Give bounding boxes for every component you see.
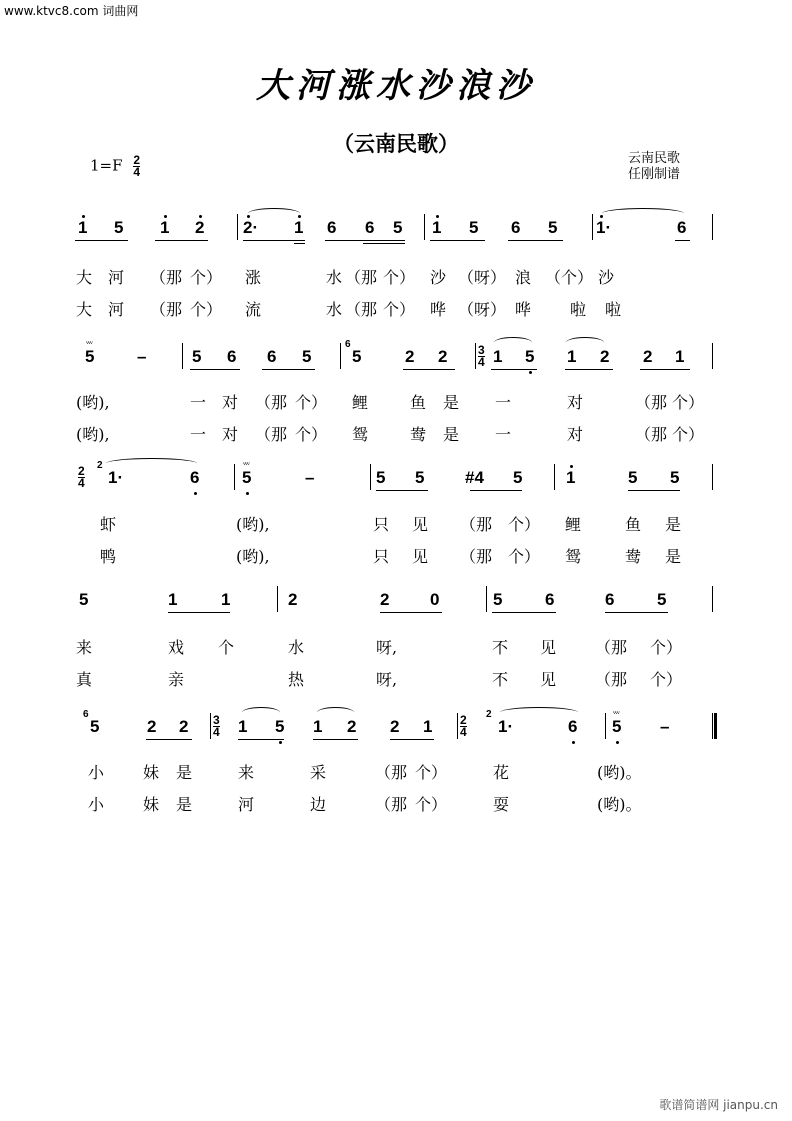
credit-origin: 云南民歌: [628, 151, 681, 166]
lyric-syllable: 呀,: [376, 638, 398, 657]
lyric-syllable: （那: [150, 268, 183, 287]
note: 6: [677, 218, 687, 237]
lyric-syllable: (哟),: [236, 515, 270, 534]
octave-low-dot: [194, 492, 197, 495]
note: 6: [190, 468, 200, 487]
lyric-syllable: 个）: [415, 763, 448, 782]
lyric-syllable: 个）: [415, 795, 448, 814]
lyric-syllable: 见: [412, 547, 429, 566]
barline: [457, 713, 458, 739]
note: 6: [365, 218, 375, 237]
lyric-syllable: 边: [310, 795, 327, 814]
octave-high-dot: [570, 465, 573, 468]
beam-underline: [403, 369, 455, 370]
note: –: [660, 717, 670, 736]
barline: [234, 464, 235, 490]
lyric-syllable: 戏: [168, 638, 185, 657]
lyric-syllable: （那: [375, 795, 408, 814]
lyric-syllable: 妹: [143, 795, 160, 814]
note: 1·: [108, 468, 124, 487]
octave-high-dot: [199, 215, 202, 218]
barline: [712, 713, 713, 739]
octave-high-dot: [164, 215, 167, 218]
note: 2: [600, 347, 610, 366]
lyric-syllable: 鸯: [625, 547, 642, 566]
lyric-syllable: 鲤: [565, 515, 582, 534]
lyric-syllable: 沙: [430, 268, 447, 287]
beam-underline: [380, 612, 442, 613]
grace-note: 6: [83, 709, 89, 720]
time-num: 2: [133, 153, 140, 167]
barline: [182, 343, 183, 369]
slur: [106, 458, 197, 469]
note: 1: [221, 590, 231, 609]
beam-underline: [313, 739, 358, 740]
lyric-syllable: (哟),: [76, 425, 110, 444]
barline: [210, 713, 211, 739]
lyric-syllable: （那: [635, 425, 668, 444]
slur: [566, 337, 604, 348]
note: 1: [566, 468, 576, 487]
lyric-syllable: （那: [375, 763, 408, 782]
note: 5: [513, 468, 523, 487]
note: 1: [160, 218, 170, 237]
lyric-syllable: 热: [288, 670, 305, 689]
barline: [424, 214, 425, 240]
barline: [237, 214, 238, 240]
slur: [602, 208, 684, 219]
lyric-syllable: (哟)。: [597, 795, 642, 814]
beam-underline: [363, 243, 405, 244]
note: 5: [670, 468, 680, 487]
grace-note: 6: [345, 339, 351, 350]
lyric-syllable: （那: [345, 268, 378, 287]
note: 2: [288, 590, 298, 609]
slur: [242, 707, 280, 718]
note: 5: [302, 347, 312, 366]
beam-underline: [492, 612, 556, 613]
footer-watermark: 歌谱简谱网 jianpu.cn: [659, 1098, 778, 1112]
note: 2: [405, 347, 415, 366]
grace-note: 2: [486, 709, 492, 720]
octave-high-dot: [82, 215, 85, 218]
note: 1: [567, 347, 577, 366]
note: 6: [568, 717, 578, 736]
lyric-syllable: 鸳: [565, 547, 582, 566]
lyric-syllable: （那: [255, 393, 288, 412]
note: 5: [85, 347, 95, 366]
note: 2: [195, 218, 205, 237]
lyric-syllable: 是: [443, 425, 460, 444]
time-num: 3: [478, 343, 485, 357]
lyric-syllable: 个）: [190, 300, 223, 319]
note: 2: [147, 717, 157, 736]
final-barline: [714, 713, 717, 739]
lyric-syllable: 一: [495, 393, 512, 412]
beam-underline: [190, 369, 240, 370]
lyric-syllable: 对: [567, 425, 584, 444]
lyric-syllable: 鱼: [625, 515, 642, 534]
beam-underline: [294, 243, 305, 244]
note: 5: [415, 468, 425, 487]
lyric-syllable: 河: [108, 268, 125, 287]
lyric-syllable: 花: [493, 763, 510, 782]
time-signature: [133, 155, 140, 178]
barline: [712, 343, 713, 369]
key-signature: [90, 155, 140, 178]
lyric-syllable: 大: [76, 268, 93, 287]
lyric-syllable: 见: [540, 638, 557, 657]
note: 6: [511, 218, 521, 237]
beam-underline: [605, 612, 668, 613]
beam-underline: [155, 240, 208, 241]
lyric-syllable: 对: [222, 425, 239, 444]
note: 5: [612, 717, 622, 736]
note: 5: [275, 717, 285, 736]
note: 2: [347, 717, 357, 736]
lyric-syllable: 涨: [245, 268, 262, 287]
lyric-syllable: 来: [238, 763, 255, 782]
lyric-syllable: 妹: [143, 763, 160, 782]
beam-underline: [675, 240, 690, 241]
lyric-syllable: 不: [492, 638, 509, 657]
lyric-syllable: 是: [665, 515, 682, 534]
lyric-syllable: 只: [373, 515, 390, 534]
lyric-syllable: 个）: [295, 393, 328, 412]
time-signature-change: [213, 715, 220, 738]
lyric-syllable: 对: [222, 393, 239, 412]
note: 1: [238, 717, 248, 736]
note: 1·: [498, 717, 514, 736]
time-num: 2: [460, 713, 467, 727]
barline: [712, 214, 713, 240]
lyric-syllable: （那: [150, 300, 183, 319]
lyric-syllable: （个）: [545, 268, 594, 287]
lyric-syllable: 水: [288, 638, 305, 657]
lyric-syllable: 河: [238, 795, 255, 814]
lyric-syllable: 个）: [650, 638, 683, 657]
lyric-syllable: 是: [443, 393, 460, 412]
lyric-syllable: 一: [190, 393, 207, 412]
note: 1: [313, 717, 323, 736]
note: 2: [179, 717, 189, 736]
lyric-syllable: 采: [310, 763, 327, 782]
note: 6: [227, 347, 237, 366]
beam-underline: [262, 369, 315, 370]
beam-underline: [390, 739, 434, 740]
note: 1: [423, 717, 433, 736]
note: 5: [242, 468, 252, 487]
lyric-syllable: 个）: [672, 393, 705, 412]
slur: [494, 337, 532, 348]
barline: [554, 464, 555, 490]
slur: [317, 707, 354, 718]
note: 1: [493, 347, 503, 366]
lyric-syllable: 一: [190, 425, 207, 444]
note: 2: [438, 347, 448, 366]
key-label: 1=F: [90, 156, 123, 175]
song-subtitle: （云南民歌）: [333, 132, 459, 156]
note: 5: [114, 218, 124, 237]
beam-underline: [238, 739, 284, 740]
note: 1: [432, 218, 442, 237]
lyric-syllable: 个: [218, 638, 235, 657]
barline: [370, 464, 371, 490]
note: 6: [267, 347, 277, 366]
barline: [475, 343, 476, 369]
note: 0: [430, 590, 440, 609]
beam-underline: [508, 240, 563, 241]
note: 5: [628, 468, 638, 487]
trill-icon: ᵥᵥᵥ: [243, 458, 249, 467]
lyric-syllable: 水: [326, 268, 343, 287]
lyric-syllable: 个）: [383, 268, 416, 287]
octave-low-dot: [616, 741, 619, 744]
barline: [340, 343, 341, 369]
grace-note: 2: [97, 460, 103, 471]
lyric-syllable: 是: [176, 795, 193, 814]
lyric-syllable: 大: [76, 300, 93, 319]
lyric-syllable: （那: [595, 638, 628, 657]
lyric-syllable: （那: [460, 515, 493, 534]
note: 5: [548, 218, 558, 237]
lyric-syllable: （那: [635, 393, 668, 412]
barline: [605, 713, 606, 739]
lyric-syllable: 哗: [430, 300, 447, 319]
note: 5: [525, 347, 535, 366]
lyric-syllable: 只: [373, 547, 390, 566]
time-signature-change: [478, 345, 485, 368]
octave-low-dot: [279, 741, 282, 744]
lyric-syllable: （呀）: [458, 268, 507, 287]
note: 1: [78, 218, 88, 237]
time-signature-change: [460, 715, 467, 738]
lyric-syllable: 真: [76, 670, 93, 689]
lyric-syllable: 见: [540, 670, 557, 689]
lyric-syllable: （呀）: [458, 300, 507, 319]
note: 5: [469, 218, 479, 237]
beam-underline: [376, 490, 428, 491]
octave-low-dot: [572, 741, 575, 744]
note: 6: [605, 590, 615, 609]
slur: [500, 707, 578, 718]
lyric-syllable: 鱼: [410, 393, 427, 412]
lyric-syllable: （那: [255, 425, 288, 444]
octave-low-dot: [529, 371, 532, 374]
lyric-syllable: 来: [76, 638, 93, 657]
note: –: [137, 347, 147, 366]
note: 1: [294, 218, 304, 237]
lyric-syllable: （那: [345, 300, 378, 319]
lyric-syllable: （那: [595, 670, 628, 689]
note: 2: [380, 590, 390, 609]
time-den: 4: [133, 165, 140, 179]
trill-icon: ᵥᵥᵥ: [613, 707, 619, 716]
note: 1·: [596, 218, 612, 237]
lyric-syllable: (哟)。: [597, 763, 642, 782]
beam-underline: [146, 739, 192, 740]
beam-underline: [168, 612, 230, 613]
lyric-syllable: 鸳: [352, 425, 369, 444]
lyric-syllable: 个）: [295, 425, 328, 444]
lyric-syllable: 耍: [493, 795, 510, 814]
lyric-syllable: 啦: [570, 300, 587, 319]
lyric-syllable: 见: [412, 515, 429, 534]
lyric-syllable: 个）: [508, 547, 541, 566]
barline: [277, 586, 278, 612]
lyric-syllable: 个）: [190, 268, 223, 287]
time-den: 4: [478, 355, 485, 369]
note: #4: [465, 468, 484, 487]
lyric-syllable: 亲: [168, 670, 185, 689]
note: 2·: [243, 218, 259, 237]
lyric-syllable: 个）: [650, 670, 683, 689]
lyric-syllable: 是: [176, 763, 193, 782]
octave-high-dot: [436, 215, 439, 218]
lyric-syllable: 呀,: [376, 670, 398, 689]
time-den: 4: [213, 725, 220, 739]
beam-underline: [640, 369, 690, 370]
barline: [486, 586, 487, 612]
credit-arranger: 任刚制谱: [628, 167, 681, 182]
time-signature-change: [78, 466, 85, 489]
beam-underline: [243, 240, 305, 241]
lyric-syllable: 流: [245, 300, 262, 319]
beam-underline: [491, 369, 537, 370]
note: 2: [390, 717, 400, 736]
lyric-syllable: 啦: [605, 300, 622, 319]
lyric-syllable: 小: [88, 763, 105, 782]
barline: [712, 586, 713, 612]
lyric-syllable: 鸯: [410, 425, 427, 444]
lyric-syllable: 鲤: [352, 393, 369, 412]
beam-underline: [565, 369, 613, 370]
time-den: 4: [460, 725, 467, 739]
note: 5: [376, 468, 386, 487]
note: 5: [90, 717, 100, 736]
lyric-syllable: (哟),: [236, 547, 270, 566]
barline: [712, 464, 713, 490]
lyric-syllable: 个）: [508, 515, 541, 534]
note: 2: [643, 347, 653, 366]
note: 5: [352, 347, 362, 366]
note: 6: [545, 590, 555, 609]
song-title: 大河涨水沙浪沙: [256, 66, 536, 106]
beam-underline: [430, 240, 485, 241]
lyric-syllable: 鸭: [100, 547, 117, 566]
slur: [248, 208, 300, 219]
lyric-syllable: 沙: [598, 268, 615, 287]
lyric-syllable: 哗: [515, 300, 532, 319]
note: 5: [79, 590, 89, 609]
site-watermark: www.ktvc8.com 词曲网: [4, 4, 139, 18]
lyric-syllable: 小: [88, 795, 105, 814]
time-num: 2: [78, 464, 85, 478]
lyric-syllable: 水: [326, 300, 343, 319]
note: 5: [657, 590, 667, 609]
lyric-syllable: （那: [460, 547, 493, 566]
beam-underline: [325, 240, 405, 241]
note: 6: [327, 218, 337, 237]
note: 5: [192, 347, 202, 366]
beam-underline: [470, 490, 522, 491]
lyric-syllable: 一: [495, 425, 512, 444]
note: 5: [393, 218, 403, 237]
note: 1: [675, 347, 685, 366]
beam-underline: [75, 240, 128, 241]
time-den: 4: [78, 476, 85, 490]
lyric-syllable: 河: [108, 300, 125, 319]
barline: [592, 214, 593, 240]
trill-icon: ᵥᵥᵥ: [86, 337, 92, 346]
note: 5: [493, 590, 503, 609]
lyric-syllable: 浪: [515, 268, 532, 287]
note: 1: [168, 590, 178, 609]
lyric-syllable: 虾: [100, 515, 117, 534]
lyric-syllable: 个）: [383, 300, 416, 319]
lyric-syllable: 个）: [672, 425, 705, 444]
octave-low-dot: [246, 492, 249, 495]
note: –: [305, 468, 315, 487]
lyric-syllable: 不: [492, 670, 509, 689]
time-num: 3: [213, 713, 220, 727]
beam-underline: [628, 490, 680, 491]
lyric-syllable: (哟),: [76, 393, 110, 412]
lyric-syllable: 是: [665, 547, 682, 566]
lyric-syllable: 对: [567, 393, 584, 412]
